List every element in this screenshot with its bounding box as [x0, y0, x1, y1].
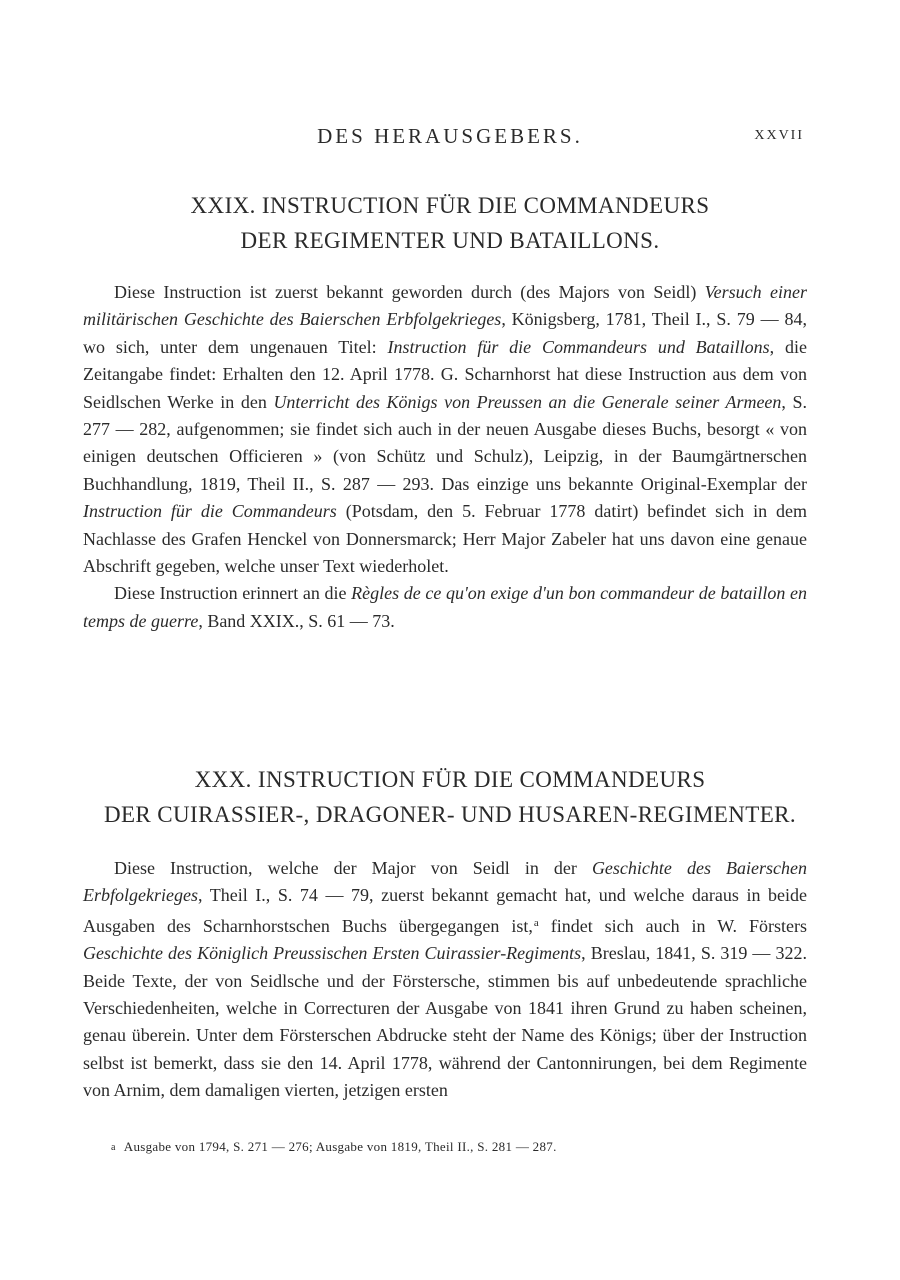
text-run: , Band XXIX., S. 61 — 73. [198, 610, 395, 631]
italic-title: Unterricht des Königs von Preussen an die Generale seiner Armeen [273, 391, 782, 412]
section-title-line: DER REGIMENTER UND BATAILLONS. [240, 228, 660, 253]
paragraph [83, 279, 807, 580]
section-body-xxix [83, 279, 807, 635]
text-run: , Theil I., S. 74 — 79, zuerst bekannt gemacht hat, und welche daraus in beide Ausgaben des Scharnhorstschen Buchs übergegangen ist, [83, 885, 807, 936]
running-head [0, 124, 900, 154]
text-run: (Potsdam, den 5. Februar 1778 datirt) befindet sich in dem Nachlasse des Grafen Henckel von Donnersmarck; Herr Major Zabeler hat uns davon eine genaue Abschrift gegeben, welche unser Text wiederholet. [83, 501, 807, 577]
footnote [111, 1138, 811, 1157]
section-body-xxx [83, 855, 807, 1105]
text-run: Diese Instruction erinnert an die [114, 583, 352, 604]
italic-title: Geschichte des Baierschen Erbfolgekrieges [83, 858, 807, 906]
page-number: XXVII [754, 128, 804, 143]
footnote-mark: a [111, 1142, 116, 1153]
text-run: , Königsberg, 1781, Theil I., S. 79 — 84, wo sich, unter dem ungenauen Titel: [83, 309, 807, 357]
italic-title: Geschichte des Königlich Preussischen Ersten Cuirassier-Regiments [83, 943, 582, 964]
italic-title: Règles de ce qu'on exige d'un bon commandeur de bataillon en temps de guerre [83, 583, 807, 631]
text-run: , Breslau, 1841, S. 319 — 322. Beide Texte, der von Seidlsche und der Förstersche, stimmen bis auf unbedeutende sprachliche Verschiedenheiten, welche in Correcturen der Ausgabe von 1841 ihren Grund zu haben scheinen, genau überein. Unter dem Försterschen Abdrucke steht der Name des Königs; über der Instruction selbst ist bemerkt, dass sie den 14. April 1778, während der Cantonnirungen, bei dem Regimente von Arnim, dem damaligen vierten, jetzigen ersten [83, 943, 807, 1101]
footnote-ref: a [533, 916, 539, 929]
section-title-xxix [0, 188, 900, 258]
section-title-line: XXIX. INSTRUCTION FÜR DIE COMMANDEURS [190, 193, 710, 218]
paragraph [83, 580, 807, 635]
section-title-xxx [0, 762, 900, 832]
footnote-text: Ausgabe von 1794, S. 271 — 276; Ausgabe von 1819, Theil II., S. 281 — 287. [123, 1139, 557, 1154]
text-run: , S. 277 — 282, aufgenommen; sie findet sich auch in der neuen Ausgabe dieses Buchs, besorgt « von einigen deutschen Officieren » (von Schütz und Schulz), Leipzig, in der Baumgärtnerschen Buchhandlung, 1819, Theil II., S. 287 — 293. Das einzige uns bekannte Original-Exemplar der [83, 391, 807, 494]
section-title-line: DER CUIRASSIER-, DRAGONER- UND HUSAREN-REGIMENTER. [103, 802, 797, 827]
running-head-title: DES HERAUSGEBERS. [317, 124, 583, 148]
italic-title: Instruction für die Commandeurs und Bataillons [387, 336, 770, 357]
italic-title: Versuch einer militärischen Geschichte des Baierschen Erbfolgekrieges [83, 282, 807, 330]
text-run: findet sich auch in W. Försters [538, 915, 807, 936]
section-title-line: XXX. INSTRUCTION FÜR DIE COMMANDEURS [194, 767, 706, 792]
paragraph [83, 855, 807, 1105]
italic-title: Instruction für die Commandeurs [83, 501, 337, 522]
text-run: Diese Instruction, welche der Major von Seidl in der [114, 858, 592, 878]
text-run: , die Zeitangabe findet: Erhalten den 12. April 1778. G. Scharnhorst hat diese Instruction aus dem von Seidlschen Werke in den [83, 336, 807, 412]
text-run: Diese Instruction ist zuerst bekannt geworden durch (des Majors von Seidl) [114, 282, 705, 302]
